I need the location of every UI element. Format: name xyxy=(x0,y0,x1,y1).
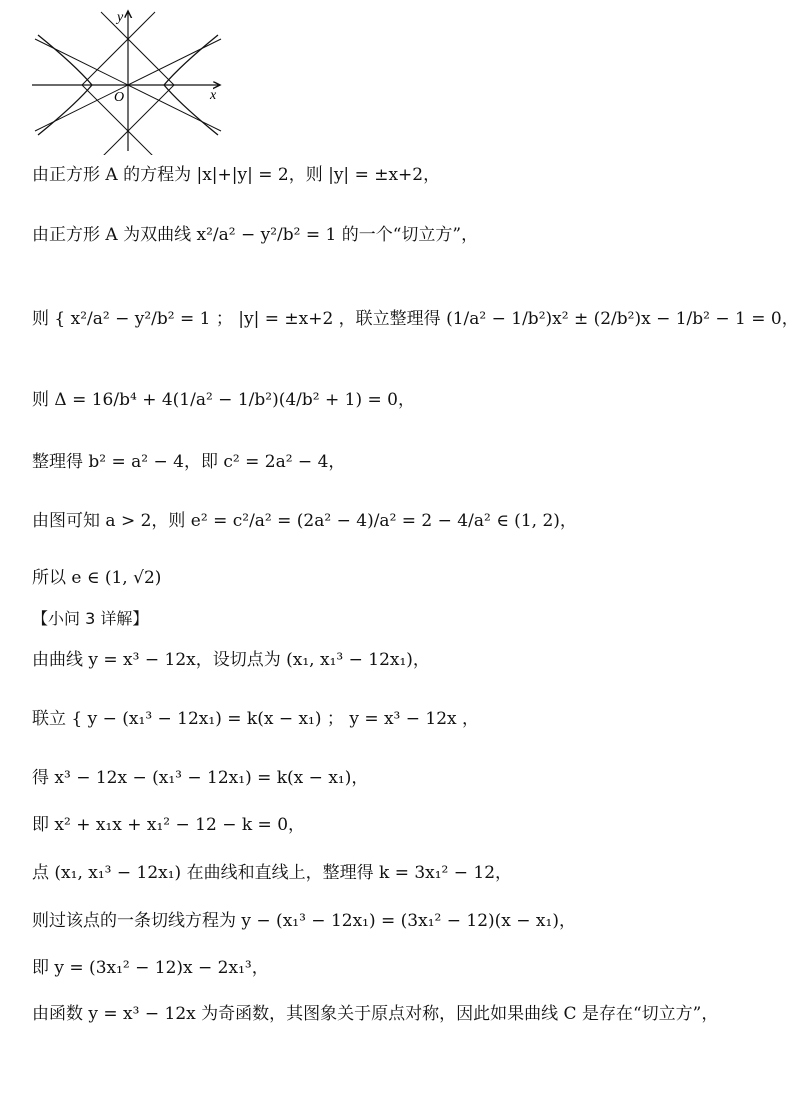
hyperbola-square-figure xyxy=(30,5,240,155)
solution-line: 即 x² + x₁x + x₁² − 12 − k = 0， xyxy=(32,815,306,835)
solution-line: 联立 { y − (x₁³ − 12x₁) = k(x − x₁) ； y = x³ − 12x ， xyxy=(32,709,480,729)
origin-label: O xyxy=(114,90,125,105)
section-heading: 【小问 3 详解】 xyxy=(32,609,149,628)
solution-line: 点 (x₁, x₁³ − 12x₁) 在曲线和直线上，整理得 k = 3x₁² − 12， xyxy=(32,863,513,883)
solution-line: 所以 e ∈ (1, √2) xyxy=(32,568,162,588)
solution-line: 则过该点的一条切线方程为 y − (x₁³ − 12x₁) = (3x₁² − 12)(x − x₁)， xyxy=(32,911,576,931)
solution-line: 则 Δ = 16/b⁴ + 4(1/a² − 1/b²)(4/b² + 1) = 0， xyxy=(32,390,415,410)
solution-line: 由正方形 A 为双曲线 x²/a² − y²/b² = 1 的一个“切立方”， xyxy=(32,225,479,245)
solution-line: 由函数 y = x³ − 12x 为奇函数，其图象关于原点对称，因此如果曲线 C 是存在“切立方”， xyxy=(32,1004,719,1024)
solution-line: 则 { x²/a² − y²/b² = 1 ； |y| = ±x+2 ，联立整理得 (1/a² − 1/b²)x² ± (2/b²)x − 1/b² − 1 = 0， xyxy=(32,309,799,329)
square-side xyxy=(101,85,174,155)
solution-line: 即 y = (3x₁² − 12)x − 2x₁³， xyxy=(32,958,269,978)
solution-line: 由正方形 A 的方程为 |x|+|y| = 2，则 |y| = ±x+2， xyxy=(32,165,441,185)
x-axis-label: x xyxy=(210,88,217,103)
solution-line: 得 x³ − 12x − (x₁³ − 12x₁) = k(x − x₁)， xyxy=(32,768,369,788)
square-side xyxy=(101,12,174,85)
solution-line: 由图可知 a > 2，则 e² = c²/a² = (2a² − 4)/a² = 2 − 4/a² ∈ (1, 2)， xyxy=(32,511,577,531)
solution-line: 由曲线 y = x³ − 12x，设切点为 (x₁, x₁³ − 12x₁)， xyxy=(32,650,430,670)
solution-line: 整理得 b² = a² − 4，即 c² = 2a² − 4， xyxy=(32,452,346,472)
y-axis-label: y xyxy=(117,10,124,25)
